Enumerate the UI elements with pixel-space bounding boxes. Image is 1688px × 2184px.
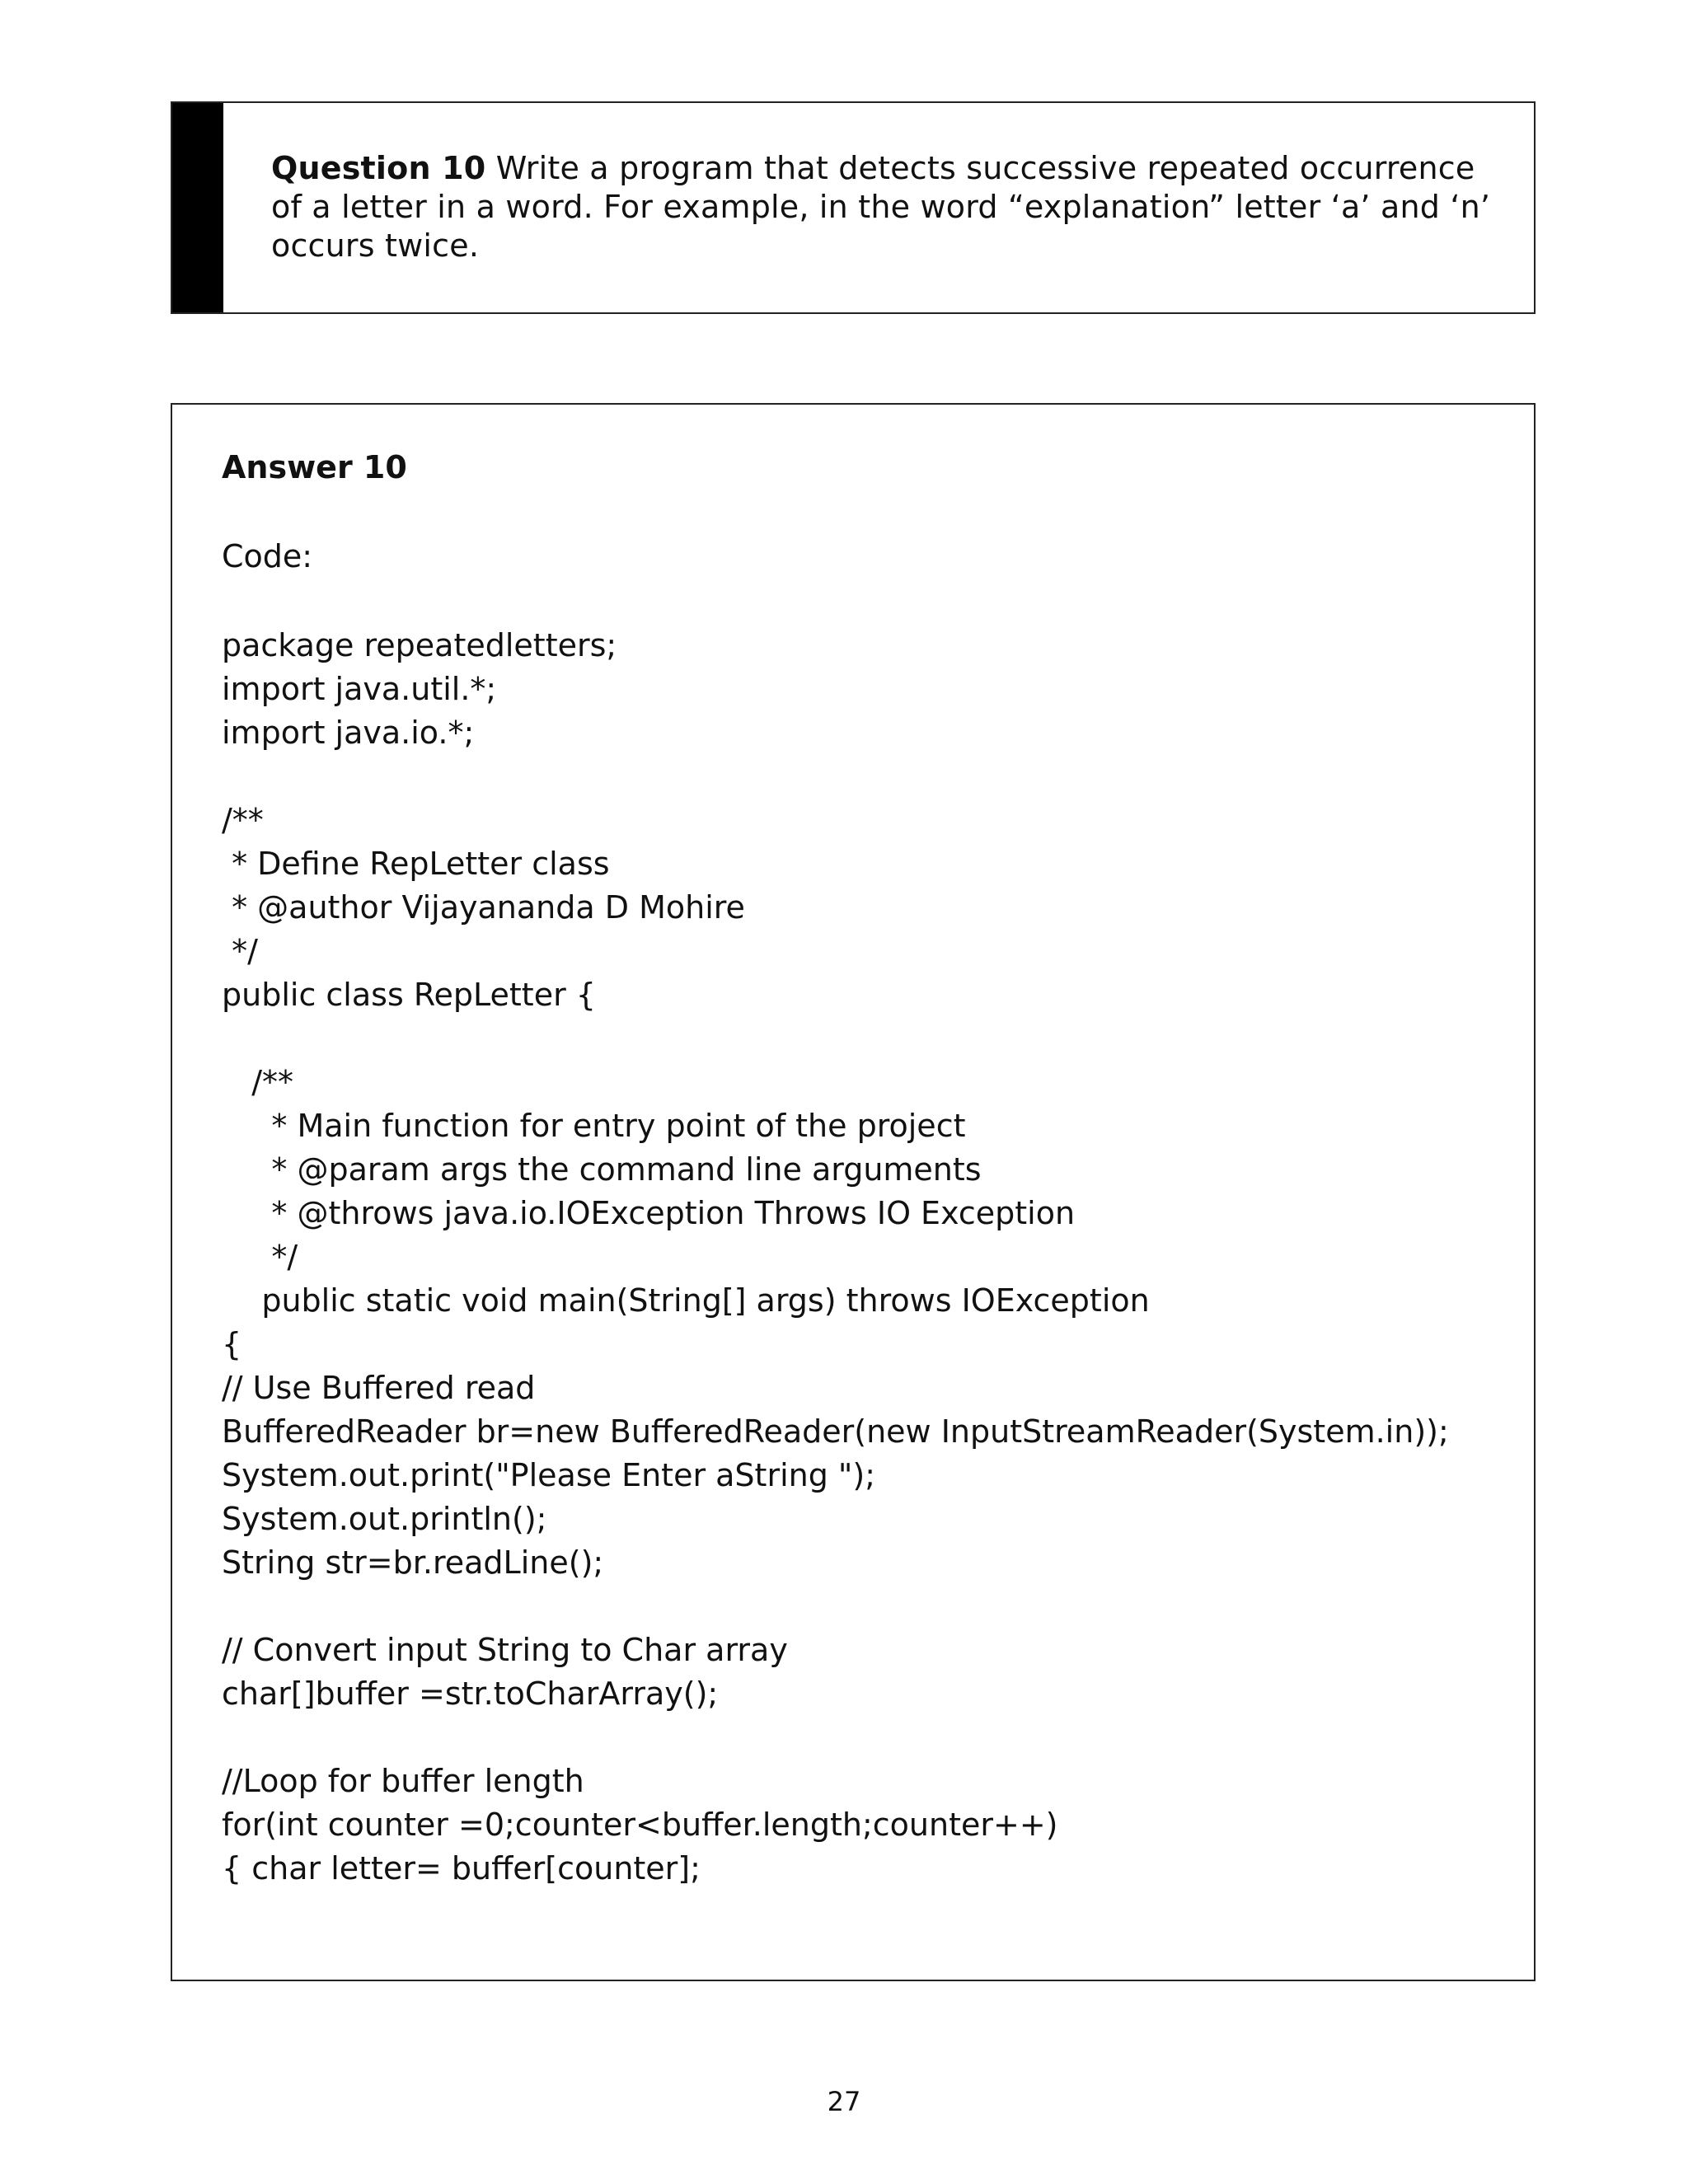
code-line: // Convert input String to Char array (222, 1632, 788, 1668)
code-line: * @author Vijayananda D Mohire (222, 889, 745, 926)
question-body: Write a program that detects successive repeated occurrence of a letter in a word. For example, in the word “explanation” letter ‘a’ and ‘n’ occurs twice. (271, 150, 1491, 264)
answer-title: Answer 10 (222, 449, 407, 485)
code-line: char[]buffer =str.toCharArray(); (222, 1675, 719, 1712)
code-line: for(int counter =0;counter<buffer.length;counter++) (222, 1807, 1058, 1843)
code-line: System.out.println(); (222, 1501, 547, 1537)
code-line (222, 1585, 1507, 1629)
code-line: BufferedReader br=new BufferedReader(new InputStreamReader(System.in)); (222, 1413, 1449, 1450)
code-line: // Use Buffered read (222, 1370, 536, 1406)
answer-box (171, 403, 1536, 1981)
code-block (222, 624, 1507, 1891)
code-line: { (222, 1326, 242, 1362)
code-line (222, 1017, 1507, 1061)
question-box (171, 101, 1536, 314)
code-line: System.out.print("Please Enter aString "); (222, 1457, 876, 1493)
code-line: public class RepLetter { (222, 977, 596, 1013)
question-label: Question 10 (271, 150, 486, 186)
code-line: String str=br.readLine(); (222, 1544, 604, 1581)
code-line: import java.util.*; (222, 671, 497, 707)
question-text (271, 149, 1491, 265)
code-line (222, 1716, 1507, 1760)
code-line: /** (222, 802, 264, 838)
code-line: /** (222, 1064, 294, 1100)
code-line: //Loop for buffer length (222, 1763, 584, 1799)
code-line: package repeatedletters; (222, 627, 617, 663)
code-label: Code: (222, 538, 313, 574)
code-line: * @param args the command line arguments (222, 1151, 982, 1188)
code-line: * @throws java.io.IOException Throws IO Exception (222, 1195, 1076, 1231)
code-line: * Define RepLetter class (222, 846, 610, 882)
question-side-bar (172, 103, 223, 312)
code-line: */ (222, 1239, 298, 1275)
code-line: { char letter= buffer[counter]; (222, 1850, 701, 1886)
code-line: import java.io.*; (222, 715, 475, 751)
page-number: 27 (827, 2086, 861, 2117)
code-line: */ (222, 933, 258, 969)
code-line: * Main function for entry point of the project (222, 1108, 966, 1144)
code-line: public static void main(String[] args) throws IOException (222, 1282, 1150, 1319)
code-line (222, 755, 1507, 799)
